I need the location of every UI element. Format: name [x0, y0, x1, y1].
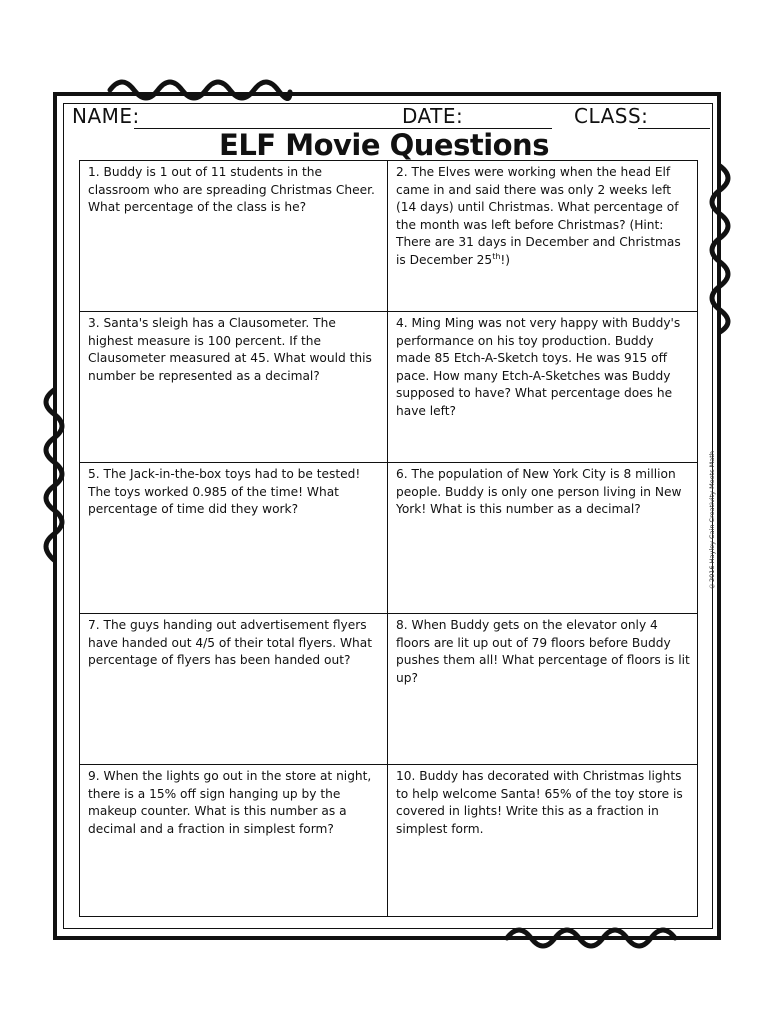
question-cell-6 — [388, 463, 697, 614]
question-number: 1. — [88, 165, 100, 179]
question-number: 2. — [396, 165, 408, 179]
squiggle-right-decoration — [706, 164, 736, 336]
question-number: 9. — [88, 769, 100, 783]
question-text: The Elves were working when the head Elf came in and said there was only 2 weeks left (14 days) until Christmas. What percentage of the month was left before Christmas? (Hint: There are 31 days in December and Christmas is December 25 — [396, 165, 681, 267]
question-number: 10. — [396, 769, 416, 783]
date-label: DATE: — [402, 104, 464, 128]
question-number: 3. — [88, 316, 100, 330]
question-cell-9 — [80, 765, 388, 916]
question-text: When Buddy gets on the elevator only 4 floors are lit up out of 79 floors before Buddy pushes them all! What percentage of floors is lit up? — [396, 618, 690, 685]
question-text: The guys handing out advertisement flyers have handed out 4/5 of their total flyers. What percentage of flyers has been handed out? — [88, 618, 373, 667]
question-text: Buddy has decorated with Christmas lights to help welcome Santa! 65% of the toy store is covered in lights! Write this as a fraction in simplest form. — [396, 769, 683, 836]
class-label: CLASS: — [574, 104, 649, 128]
question-number: 4. — [396, 316, 408, 330]
question-text: Buddy is 1 out of 11 students in the classroom who are spreading Christmas Cheer. What percentage of the class is he? — [88, 165, 375, 214]
question-cell-10 — [388, 765, 697, 916]
question-text: When the lights go out in the store at night, there is a 15% off sign hanging up by the makeup counter. What is this number as a decimal and a fraction in simplest form? — [88, 769, 372, 836]
question-number: 5. — [88, 467, 100, 481]
worksheet-title: ELF Movie Questions — [219, 128, 549, 162]
question-number: 8. — [396, 618, 408, 632]
question-cell-3 — [80, 312, 388, 463]
question-cell-1 — [80, 161, 388, 312]
question-cell-7 — [80, 614, 388, 765]
question-text: The population of New York City is 8 million people. Buddy is only one person living in New York! What is this number as a decimal? — [396, 467, 682, 516]
question-cell-8 — [388, 614, 697, 765]
name-label: NAME: — [72, 104, 140, 128]
squiggle-left-decoration — [42, 388, 72, 566]
question-text: Ming Ming was not very happy with Buddy's performance on his toy production. Buddy made 85 Etch-A-Sketch toys. He was 915 off pace. How many Etch-A-Sketches was Buddy supposed to have? What percentage does he have left? — [396, 316, 681, 418]
squiggle-bottom-decoration — [505, 926, 685, 954]
question-cell-5 — [80, 463, 388, 614]
question-number: 6. — [396, 467, 408, 481]
ordinal-suffix: th — [492, 251, 501, 261]
questions-grid — [79, 160, 698, 917]
question-cell-4 — [388, 312, 697, 463]
question-cell-2 — [388, 161, 697, 312]
question-number: 7. — [88, 618, 100, 632]
question-text: The Jack-in-the-box toys had to be tested! The toys worked 0.985 of the time! What percentage of time did they work? — [88, 467, 361, 516]
copyright-credit: ©2016 Hayley Cain Creativity Meets Math — [708, 451, 716, 590]
question-text: Santa's sleigh has a Clausometer. The highest measure is 100 percent. If the Clausometer measured at 45. What would this number be represented as a decimal? — [88, 316, 372, 383]
question-text-tail: !) — [500, 252, 511, 267]
